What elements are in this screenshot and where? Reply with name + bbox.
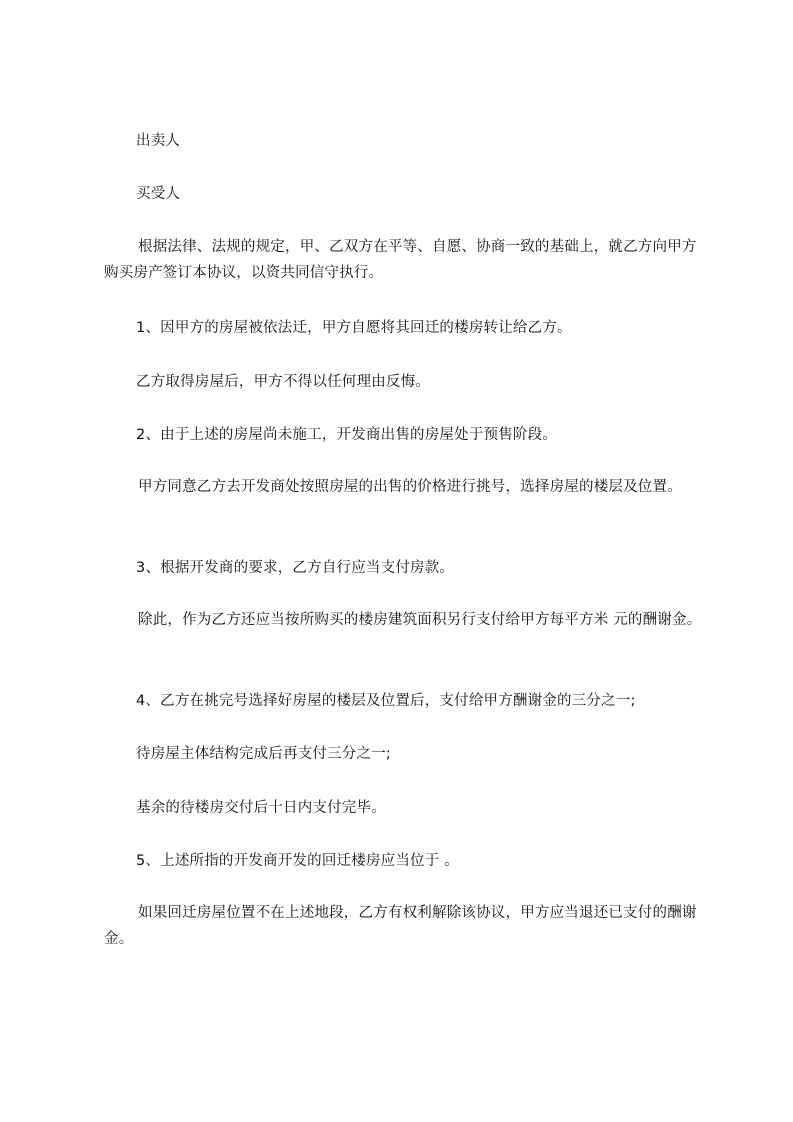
clause-2: 2、由于上述的房屋尚未施工，开发商出售的房屋处于预售阶段。 <box>136 427 558 443</box>
clause-4-note: 待房屋主体结构完成后再支付三分之一; <box>136 746 391 762</box>
clause-5-note: 如果回迁房屋位置不在上述地段，乙方有权利解除该协议，甲方应当退还已支付的酬谢金。 <box>104 905 697 947</box>
clause-3: 3、根据开发商的要求，乙方自行应当支付房款。 <box>136 560 455 576</box>
buyer-label: 买受人 <box>136 186 181 202</box>
clause-3-note: 除此，作为乙方还应当按所购买的楼房建筑面积另行支付给甲方每平方米 元的酬谢金。 <box>138 612 702 628</box>
clause-4: 4、乙方在挑完号选择好房屋的楼层及位置后，支付给甲方酬谢金的三分之一; <box>136 693 636 709</box>
clause-1: 1、因甲方的房屋被依法迁，甲方自愿将其回迁的楼房转让给乙方。 <box>136 320 572 336</box>
seller-label: 出卖人 <box>136 133 181 149</box>
clause-4-final: 基余的待楼房交付后十日内支付完毕。 <box>136 800 386 816</box>
clause-5: 5、上述所指的开发商开发的回迁楼房应当位于 。 <box>136 853 459 869</box>
clause-1-note: 乙方取得房屋后，甲方不得以任何理由反悔。 <box>136 374 430 390</box>
intro-paragraph: 根据法律、法规的规定，甲、乙双方在平等、自愿、协商一致的基础上，就乙方向甲方购买房产签订本协议，以资共同信守执行。 <box>104 239 697 281</box>
clause-2-note: 甲方同意乙方去开发商处按照房屋的出售的价格进行挑号，选择房屋的楼层及位置。 <box>138 479 682 495</box>
